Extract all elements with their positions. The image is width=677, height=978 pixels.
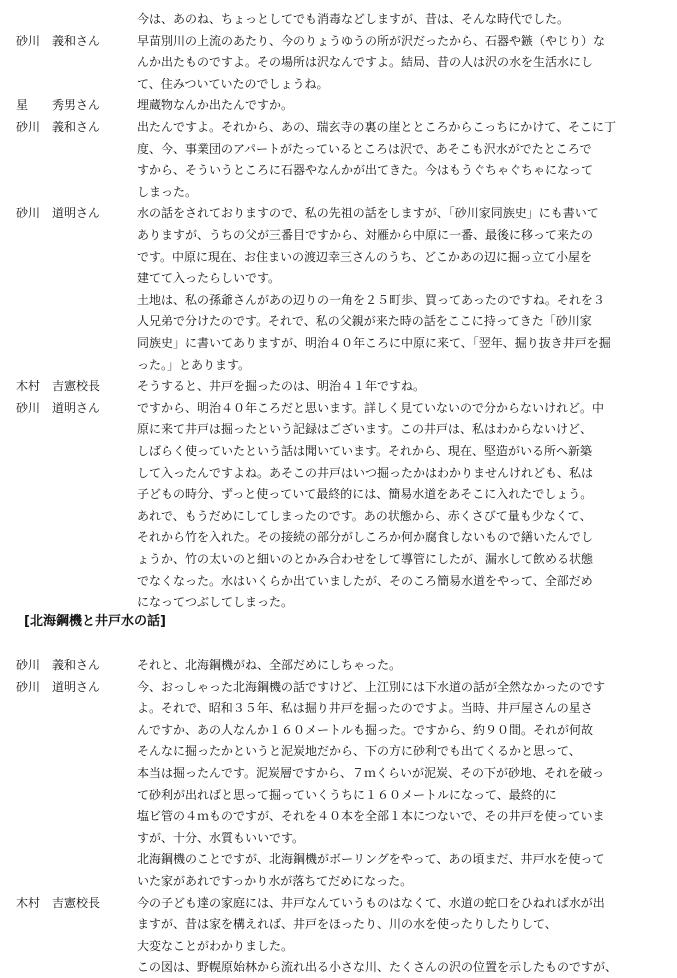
- dialogue-text: 水の話をされておりますので、私の先祖の話をしますが、「砂川家同族史」にも書いて: [137, 206, 599, 221]
- dialogue-text: 人兄弟で分けたのです。それで、私の父親が来た時の話をここに持ってきた「砂川家: [137, 314, 592, 329]
- dialogue-text: それから竹を入れた。その接続の部分がしころか何か腐食しないもので繕いたんでし: [137, 530, 594, 545]
- dialogue-text: ょうか、竹の太いのと細いのとかみ合わせをして導管にしたが、漏水して飲める状態: [137, 552, 594, 566]
- dialogue-line: [0, 870, 677, 892]
- dialogue-line: [0, 397, 677, 419]
- dialogue-text: 埋蔵物なんか出たんですか。: [137, 98, 294, 113]
- speaker-name: 砂川 義和さん: [16, 658, 101, 672]
- dialogue-text: 本当は掘ったんです。泥炭層ですから、７ｍくらいが泥炭、その下が砂地、それを破っ: [137, 766, 605, 780]
- dialogue-text: て、住みついていたのでしょうね。: [137, 76, 329, 91]
- dialogue-text: 今、おっしゃった北海鋼機の話ですけど、上江別には下水道の話が全然なかったのです: [137, 679, 606, 694]
- dialogue-line: [0, 591, 677, 613]
- speaker-name: 砂川 道明さん: [16, 679, 101, 694]
- dialogue-line: [0, 375, 677, 397]
- dialogue-text: んですか、あの人なんか１６０メートルも掘った。ですから、約９０間。それが何故: [137, 722, 594, 737]
- dialogue-text: 早苗別川の上流のあたり、今のりょうゆうの所が沢だったから、石器や鏃（やじり）な: [137, 33, 606, 48]
- speaker-name: 砂川 義和さん: [16, 120, 101, 134]
- dialogue-line: [0, 440, 677, 462]
- dialogue-line: [0, 310, 677, 332]
- dialogue-line: [0, 181, 677, 203]
- dialogue-text: になってつぶしてしまった。: [137, 595, 294, 610]
- section-heading: [北海鋼機と井戸水の話]: [24, 614, 166, 629]
- dialogue-text: そんなに掘ったかというと泥炭地だから、下の方に砂利でも出てくるかと思って、: [137, 744, 581, 759]
- dialogue-line: [0, 956, 677, 978]
- dialogue-line: [0, 654, 677, 676]
- dialogue-line: [0, 719, 677, 741]
- dialogue-text: 大変なことがわかりました。: [137, 938, 294, 953]
- dialogue-line: [0, 892, 677, 914]
- dialogue-text: それと、北海鋼機がね、全部だめにしちゃった。: [137, 658, 402, 672]
- dialogue-line: [0, 332, 677, 354]
- dialogue-line: [0, 697, 677, 719]
- dialogue-line: [0, 805, 677, 827]
- dialogue-text: ありますが、うちの父が三番目ですから、対雁から中原に一番、最後に移って来たの: [137, 228, 594, 242]
- dialogue-text: 北海鋼機のことですが、北海鋼機がボーリングをやって、あの頃まだ、井戸水を使って: [137, 852, 605, 867]
- dialogue-text: 土地は、私の孫爺さんがあの辺りの一角を２５町歩、買ってあったのですね。それを３: [137, 292, 605, 307]
- dialogue-text: 子どもの時分、ずっと使っていて最終的には、簡易水道をあそこに入れたでしょう。: [137, 487, 593, 502]
- dialogue-text: 今の子ども達の家庭には、井戸なんていうものはなくて、水道の蛇口をひねれば水が出: [137, 895, 605, 910]
- dialogue-line: [0, 267, 677, 289]
- dialogue-line: [0, 354, 677, 376]
- dialogue-text: すが、十分、水質もいいです。: [137, 830, 305, 845]
- dialogue-text: しまった。: [137, 184, 198, 199]
- dialogue-line: [0, 548, 677, 570]
- dialogue-text: よ。それで、昭和３５年、私は掘り井戸を掘ったのですよ。当時、井戸屋さんの星さ: [137, 701, 593, 716]
- dialogue-text: ますが、昔は家を構えれば、井戸をほったり、川の水を使ったりしたりして、: [137, 917, 557, 932]
- dialogue-line: [0, 676, 677, 698]
- speaker-name: 木村 吉憲校長: [16, 895, 101, 910]
- dialogue-text: 同族史」に書いてありますが、明治４０年ころに中原に来て、「翌年、掘り抜き井戸を掘: [137, 336, 611, 350]
- speaker-name: 木村 吉憲校長: [16, 379, 101, 394]
- dialogue-text: 出たんですよ。それから、あの、瑞玄寺の裏の崖とところからこっちにかけて、そこに丁: [137, 120, 617, 134]
- dialogue-line: [0, 740, 677, 762]
- dialogue-line: [0, 762, 677, 784]
- dialogue-text: 建てて入ったらしいです。: [137, 271, 281, 286]
- dialogue-line: [0, 30, 677, 52]
- dialogue-line: [0, 526, 677, 548]
- dialogue-line: [0, 935, 677, 957]
- dialogue-line: [0, 224, 677, 246]
- dialogue-line: [0, 94, 677, 116]
- dialogue-text: 原に来て井戸は掘ったという記録はございます。この井戸は、私はわからないけど、: [137, 422, 593, 437]
- dialogue-text: すから、そういうところに石器やなんかが出てきた。今はもうぐちゃぐちゃになって: [137, 163, 594, 178]
- dialogue-text: て砂利が出ればと思って掘っていくうちに１６０メートルになって、最終的に: [137, 787, 557, 802]
- dialogue-line: [0, 483, 677, 505]
- dialogue-line: [0, 570, 677, 592]
- dialogue-text: 度、今、事業団のアパートがたっているところは沢で、あそこも沢水がでたところで: [137, 141, 592, 156]
- dialogue-text: んか出たものですよ。その場所は沢なんですよ。結局、昔の人は沢の水を生活水にし: [137, 55, 594, 70]
- dialogue-text: 今は、あのね、ちょっとしてでも消毒などしますが、昔は、そんな時代でした。: [137, 12, 570, 26]
- speaker-name: 星 秀男さん: [16, 98, 101, 113]
- dialogue-line: [0, 784, 677, 806]
- speaker-name: 砂川 道明さん: [16, 206, 101, 221]
- dialogue-line: [0, 418, 677, 440]
- dialogue-line: [0, 159, 677, 181]
- dialogue-line: [0, 8, 677, 30]
- dialogue-line: [0, 505, 677, 527]
- dialogue-line: [0, 462, 677, 484]
- dialogue-text: ですから、明治４０年ころだと思います。詳しく見ていないので分からないけれど。中: [137, 400, 605, 415]
- dialogue-text: この図は、野幌原始林から流れ出る小さな川、たくさんの沢の位置を示したものですが、: [137, 960, 618, 975]
- dialogue-text: いた家があれですっかり水が落ちてだめになった。: [137, 874, 413, 888]
- dialogue-line: [0, 246, 677, 268]
- dialogue-text: った。」とあります。: [137, 357, 251, 372]
- dialogue-line: [0, 202, 677, 224]
- dialogue-line: [0, 51, 677, 73]
- dialogue-text: です。中原に現在、お住まいの渡辺幸三さんのうち、どこかあの辺に掘っ立て小屋を: [137, 249, 593, 264]
- dialogue-text: そうすると、井戸を掘ったのは、明治４１年ですね。: [137, 379, 426, 394]
- dialogue-text: しばらく使っていたという話は聞いています。それから、現在、堅造がいる所へ新築: [137, 444, 593, 458]
- speaker-name: 砂川 道明さん: [16, 400, 101, 415]
- dialogue-line: [0, 73, 677, 95]
- dialogue-text: でなくなった。水はいくらか出ていましたが、そのころ簡易水道をやって、全部だめ: [137, 573, 593, 588]
- dialogue-line: [0, 289, 677, 311]
- dialogue-line: [0, 116, 677, 138]
- dialogue-line: [0, 913, 677, 935]
- dialogue-line: [0, 827, 677, 849]
- dialogue-text: して入ったんですよね。あそこの井戸はいつ掘ったかはわかりませんけれども、私は: [137, 465, 594, 480]
- dialogue-text: 塩ビ管の４ｍものですが、それを４０本を全部１本につないで、その井戸を使っていま: [137, 809, 605, 824]
- dialogue-line: [0, 848, 677, 870]
- dialogue-line: [0, 138, 677, 160]
- speaker-name: 砂川 義和さん: [16, 33, 101, 48]
- dialogue-text: あれで、もうだめにしてしまったのです。あの状態から、赤くさびて量も少なくて、: [137, 508, 592, 523]
